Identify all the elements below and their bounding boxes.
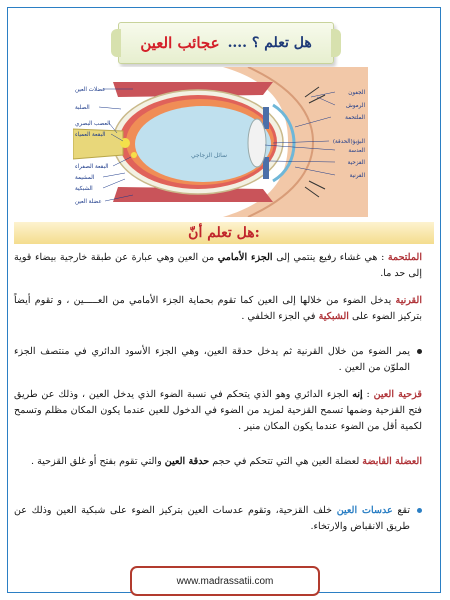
bullet-dot (417, 508, 422, 513)
paragraph-conjunctiva (14, 250, 422, 282)
label-pupil: البؤبؤ(الحدقة) (332, 139, 365, 145)
separator: : (362, 389, 374, 400)
paragraph-cornea (14, 293, 422, 325)
text-segment: والتي تقوم بفتح أو غلق القزحية . (31, 456, 165, 467)
footer-website-link[interactable]: www.madrassatii.com (130, 566, 320, 596)
text-segment: الجزء الدائري وهو الذي يتحكم في نسبة الضوء الذي يدخل العين ، وذلك عن طريق فتح القزحية وضمها تسمح القزحية لمزيد من الضوء في الدخول للعين عندما يكون المكان مظلم وتسمح لكمية أقل من الضوء عندما يكون المكان منير . (14, 389, 422, 432)
text-segment: هي غشاء رفيع ينتمي إلى (272, 252, 378, 263)
label-iris: القزحية (347, 160, 365, 166)
paragraph-sphincter (14, 454, 422, 470)
section-heading-band (14, 222, 434, 244)
bullet-dot (417, 349, 422, 354)
label-sclera: الصلبة (75, 105, 90, 111)
term-lenses: عدسات العين (336, 505, 393, 516)
iris-upper (263, 107, 269, 129)
separator: : (377, 252, 388, 263)
bold-segment: الجزء الأمامي (217, 252, 273, 263)
text-segment: في الجزء الخلفي . (241, 311, 319, 322)
title-banner (118, 22, 334, 64)
text-segment: من العين وهي عبارة عن طبقة خارجية بيضاء قوية إلى حد ما. (14, 252, 422, 279)
eye-anatomy-diagram (73, 67, 368, 217)
paragraph-pupil (14, 344, 422, 376)
label-conjunctiva: الملتحمة (345, 115, 365, 121)
label-eye-muscle: عضلة العين (75, 199, 102, 205)
text-segment: لعضلة العين هي التي تتحكم في حجم (209, 456, 363, 467)
term-retina: الشبكية (318, 311, 349, 322)
paragraph-lens (14, 503, 422, 535)
label-eyelashes: الرموش (345, 103, 365, 109)
label-vitreous: سائل الزجاجي (191, 152, 228, 159)
text-segment: تقع (392, 505, 410, 516)
label-macula: البقعة الصفراء (75, 164, 109, 170)
title-question: هل تعلم ؟ .... (227, 35, 312, 51)
banner-fold-left (111, 29, 121, 57)
iris-lower (263, 157, 269, 179)
lens (248, 119, 266, 167)
bold-segment: إنه (352, 389, 363, 400)
label-eyelids: الجفون (348, 90, 365, 96)
label-eye-muscles: عضلات العين (75, 87, 106, 93)
label-cornea: القرنية (349, 173, 365, 179)
title-topic: عجائب العين (140, 34, 220, 52)
term-iris: قزحية العين (373, 389, 422, 400)
label-retina: الشبكية (75, 186, 93, 192)
label-blind-spot: البقعة العمياء (75, 132, 106, 138)
term-sphincter-muscle: العضلة القابضة (362, 456, 422, 467)
text-segment: خلف القزحية، وتقوم عدسات العين بتركيز الضوء على شبكية العين وذلك عن طريق الانقباض والارتخاء. (14, 505, 410, 532)
bold-segment: حدقة العين (164, 456, 210, 467)
text-segment: يمر الضوء من خلال القرنية ثم يدخل حدقة العين، وهي الجزء الأسود الدائري في منتصف الجزء الملوّن من العين . (14, 346, 410, 373)
label-lens: العدسة (348, 148, 365, 154)
paragraph-iris (14, 387, 422, 435)
text-segment: يدخل الضوء من خلالها إلى العين كما تقوم بحماية الجزء الأمامي من العـــــين ، و تقوم أيضاً بتركيز الضوء على (14, 295, 422, 322)
section-heading: هل تعلم أنّ: (188, 225, 260, 241)
banner-fold-right (331, 29, 341, 57)
macula (131, 152, 137, 158)
term-cornea: القرنية (395, 295, 422, 306)
blind-spot (120, 138, 130, 148)
label-choroid: المشيمة (75, 175, 95, 181)
label-optic-nerve: العصب البصري (75, 121, 111, 127)
term-conjunctiva: الملتحمة (387, 252, 422, 263)
